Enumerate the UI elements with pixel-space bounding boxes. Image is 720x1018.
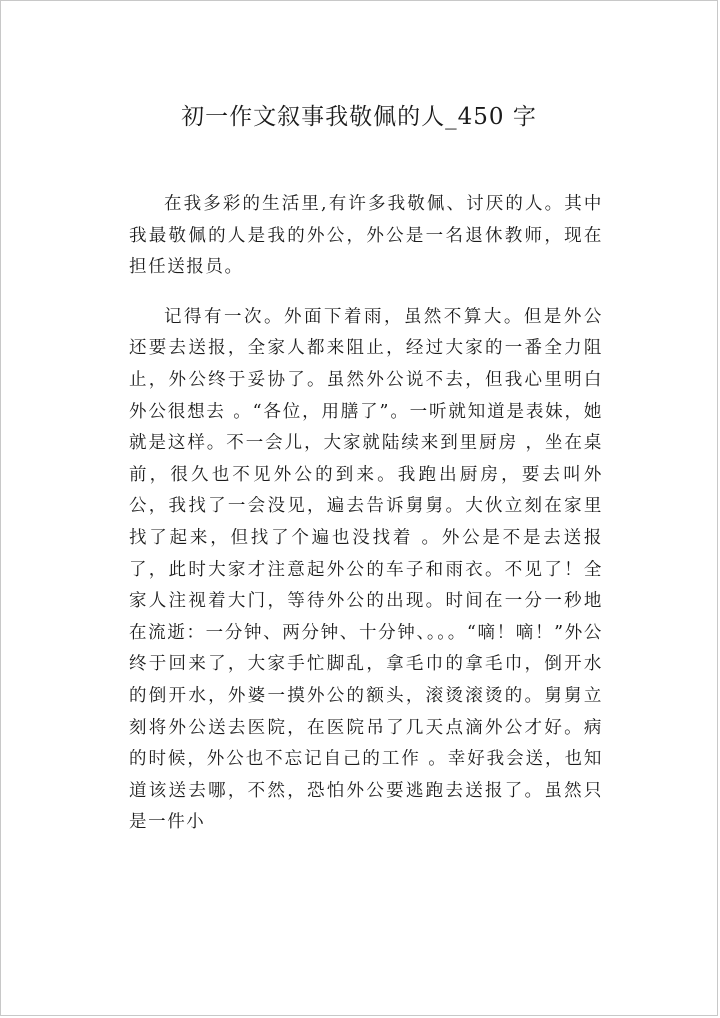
paragraph-story: 记得有一次。外面下着雨，虽然不算大。但是外公还要去送报，全家人都来阻止，经过大家的一番全力阻止，外公终于妥协了。虽然外公说不去，但我心里明白外公很想去 。“各位，用膳了”。一听就知道是表妹，她就是这样。不一会儿，大家就陆续来到里厨房 ，坐在桌前，很久也不见外公的到来。我跑出厨房，要去叫外公，我找了一会没见，遍去告诉舅舅。大伙立刻在家里找了起来，但找了个遍也没找着 。外公是不是去送报了，此时大家才注意起外公的车子和雨衣。不见了！全家人注视着大门，等待外公的出现。时间在一分一秒地在流逝：一分钟、两分钟、十分钟、。。。“嘀！嘀！”外公终于回来了，大家手忙脚乱，拿毛巾的拿毛巾，倒开水的倒开水，外婆一摸外公的额头，滚烫滚烫的。舅舅立刻将外公送去医院，在医院吊了几天点滴外公才好。病的时候，外公也不忘记自己的工作 。幸好我会送，也知道该送去哪，不然，恐怕外公要逃跑去送报了。虽然只是一件小 xyxy=(129,306,603,833)
document-title: 初一作文叙事我敬佩的人_450 字 xyxy=(181,104,537,130)
paragraph-intro: 在我多彩的生活里,有许多我敬佩、讨厌的人。其中我最敬佩的人是我的外公，外公是一名退休教师，现在担任送报员。 xyxy=(129,194,603,278)
document-body xyxy=(129,189,603,857)
